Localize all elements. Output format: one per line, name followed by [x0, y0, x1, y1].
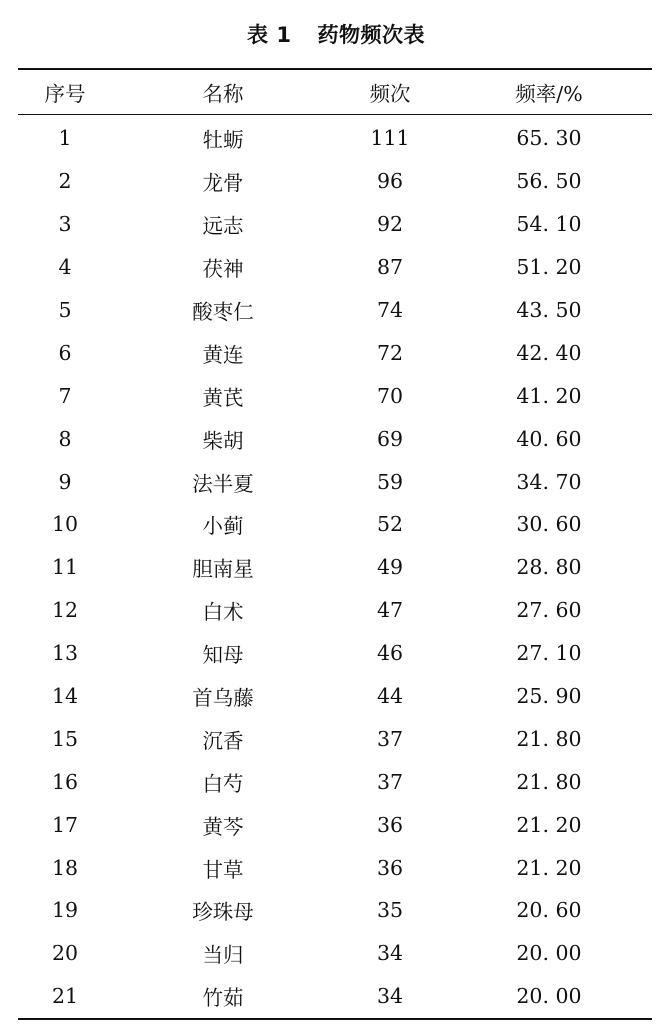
cell-rate: 56. 50	[516, 169, 582, 194]
cell-rate: 42. 40	[516, 340, 582, 365]
cell-drug-name: 胆南星	[192, 557, 254, 582]
cell-drug-name: 黄芩	[202, 814, 244, 839]
table-row	[18, 503, 652, 546]
column-header-name: 名称	[202, 82, 244, 106]
table-caption	[0, 18, 672, 52]
table-row	[18, 589, 652, 632]
cell-count: 59	[376, 469, 404, 494]
table-header-row	[18, 70, 652, 115]
cell-count: 70	[376, 383, 404, 408]
drug-frequency-table	[18, 68, 652, 1020]
cell-rate: 21. 80	[516, 769, 582, 794]
cell-count: 111	[370, 126, 410, 151]
cell-drug-name: 白芍	[202, 771, 244, 796]
cell-rate: 30. 60	[516, 512, 582, 537]
cell-drug-name: 法半夏	[192, 471, 254, 496]
cell-drug-name: 柴胡	[202, 428, 244, 453]
table-row	[18, 117, 652, 160]
cell-count: 72	[376, 340, 404, 365]
table-row	[18, 203, 652, 246]
cell-rate: 65. 30	[516, 126, 582, 151]
cell-index: 18	[51, 855, 79, 880]
cell-drug-name: 黄连	[202, 342, 244, 367]
table-row	[18, 975, 652, 1018]
table-row	[18, 546, 652, 589]
table-row	[18, 760, 652, 803]
cell-index: 12	[51, 598, 79, 623]
cell-index: 9	[58, 469, 72, 494]
cell-index: 11	[51, 555, 79, 580]
cell-count: 36	[376, 855, 404, 880]
table-row	[18, 417, 652, 460]
cell-index: 21	[51, 984, 79, 1009]
cell-count: 37	[376, 769, 404, 794]
cell-index: 8	[58, 426, 72, 451]
table-row	[18, 246, 652, 289]
cell-rate: 28. 80	[516, 555, 582, 580]
cell-rate: 41. 20	[516, 383, 582, 408]
cell-count: 34	[376, 984, 404, 1009]
cell-rate: 34. 70	[516, 469, 582, 494]
cell-count: 36	[376, 812, 404, 837]
cell-drug-name: 茯神	[202, 257, 244, 282]
cell-drug-name: 黄芪	[202, 385, 244, 410]
table-row	[18, 846, 652, 889]
cell-rate: 43. 50	[516, 298, 582, 322]
table-row	[18, 331, 652, 374]
cell-drug-name: 酸枣仁	[192, 300, 254, 324]
cell-count: 92	[376, 212, 404, 237]
cell-count: 34	[376, 941, 404, 966]
cell-rate: 54. 10	[516, 212, 582, 237]
cell-count: 87	[376, 255, 404, 280]
cell-drug-name: 牡蛎	[202, 128, 244, 153]
cell-rate: 51. 20	[516, 255, 582, 280]
cell-index: 6	[58, 340, 72, 365]
table-title: 药物频次表	[317, 23, 425, 47]
cell-drug-name: 知母	[202, 643, 244, 668]
cell-count: 37	[376, 726, 404, 751]
cell-drug-name: 首乌藤	[192, 686, 254, 711]
table-row	[18, 160, 652, 203]
table-row	[18, 460, 652, 503]
cell-count: 96	[376, 169, 404, 194]
cell-index: 17	[51, 812, 79, 837]
cell-drug-name: 小蓟	[202, 514, 244, 539]
cell-rate: 20. 00	[516, 984, 582, 1009]
cell-count: 44	[376, 684, 404, 709]
cell-drug-name: 竹茹	[202, 986, 244, 1011]
table-row	[18, 374, 652, 417]
cell-rate: 27. 60	[516, 598, 582, 623]
cell-index: 14	[51, 684, 79, 709]
cell-index: 15	[51, 726, 79, 751]
table-row	[18, 717, 652, 760]
cell-count: 47	[376, 598, 404, 623]
column-header-count: 频次	[369, 82, 411, 106]
cell-rate: 40. 60	[516, 426, 582, 451]
cell-drug-name: 珍珠母	[192, 900, 254, 925]
cell-rate: 20. 00	[516, 941, 582, 966]
cell-rate: 25. 90	[516, 684, 582, 709]
cell-index: 2	[58, 169, 72, 194]
cell-count: 46	[376, 641, 404, 666]
cell-drug-name: 甘草	[202, 857, 244, 882]
cell-rate: 27. 10	[516, 641, 582, 666]
cell-count: 49	[376, 555, 404, 580]
cell-count: 52	[376, 512, 404, 537]
table-row	[18, 632, 652, 675]
table-row	[18, 932, 652, 975]
table-number: 表 1	[247, 23, 292, 47]
cell-rate: 20. 60	[516, 898, 582, 923]
cell-index: 1	[58, 126, 72, 151]
cell-count: 69	[376, 426, 404, 451]
cell-drug-name: 远志	[202, 214, 244, 239]
cell-index: 7	[58, 383, 72, 408]
cell-index: 5	[58, 298, 72, 322]
cell-index: 3	[58, 212, 72, 237]
table-row	[18, 289, 652, 332]
cell-drug-name: 当归	[202, 943, 244, 968]
cell-index: 16	[51, 769, 79, 794]
table-row	[18, 803, 652, 846]
table-row	[18, 889, 652, 932]
cell-index: 13	[51, 641, 79, 666]
cell-drug-name: 白术	[202, 600, 244, 625]
cell-rate: 21. 20	[516, 812, 582, 837]
cell-drug-name: 沉香	[202, 728, 244, 753]
table-body	[18, 115, 652, 1018]
cell-index: 20	[51, 941, 79, 966]
table-row	[18, 675, 652, 718]
cell-drug-name: 龙骨	[202, 171, 244, 196]
cell-index: 10	[51, 512, 79, 537]
cell-index: 19	[51, 898, 79, 923]
cell-count: 35	[376, 898, 404, 923]
column-header-rate: 频率/%	[515, 82, 583, 106]
cell-index: 4	[58, 255, 72, 280]
cell-rate: 21. 20	[516, 855, 582, 880]
cell-rate: 21. 80	[516, 726, 582, 751]
column-header-index: 序号	[44, 82, 86, 106]
cell-count: 74	[376, 298, 404, 322]
